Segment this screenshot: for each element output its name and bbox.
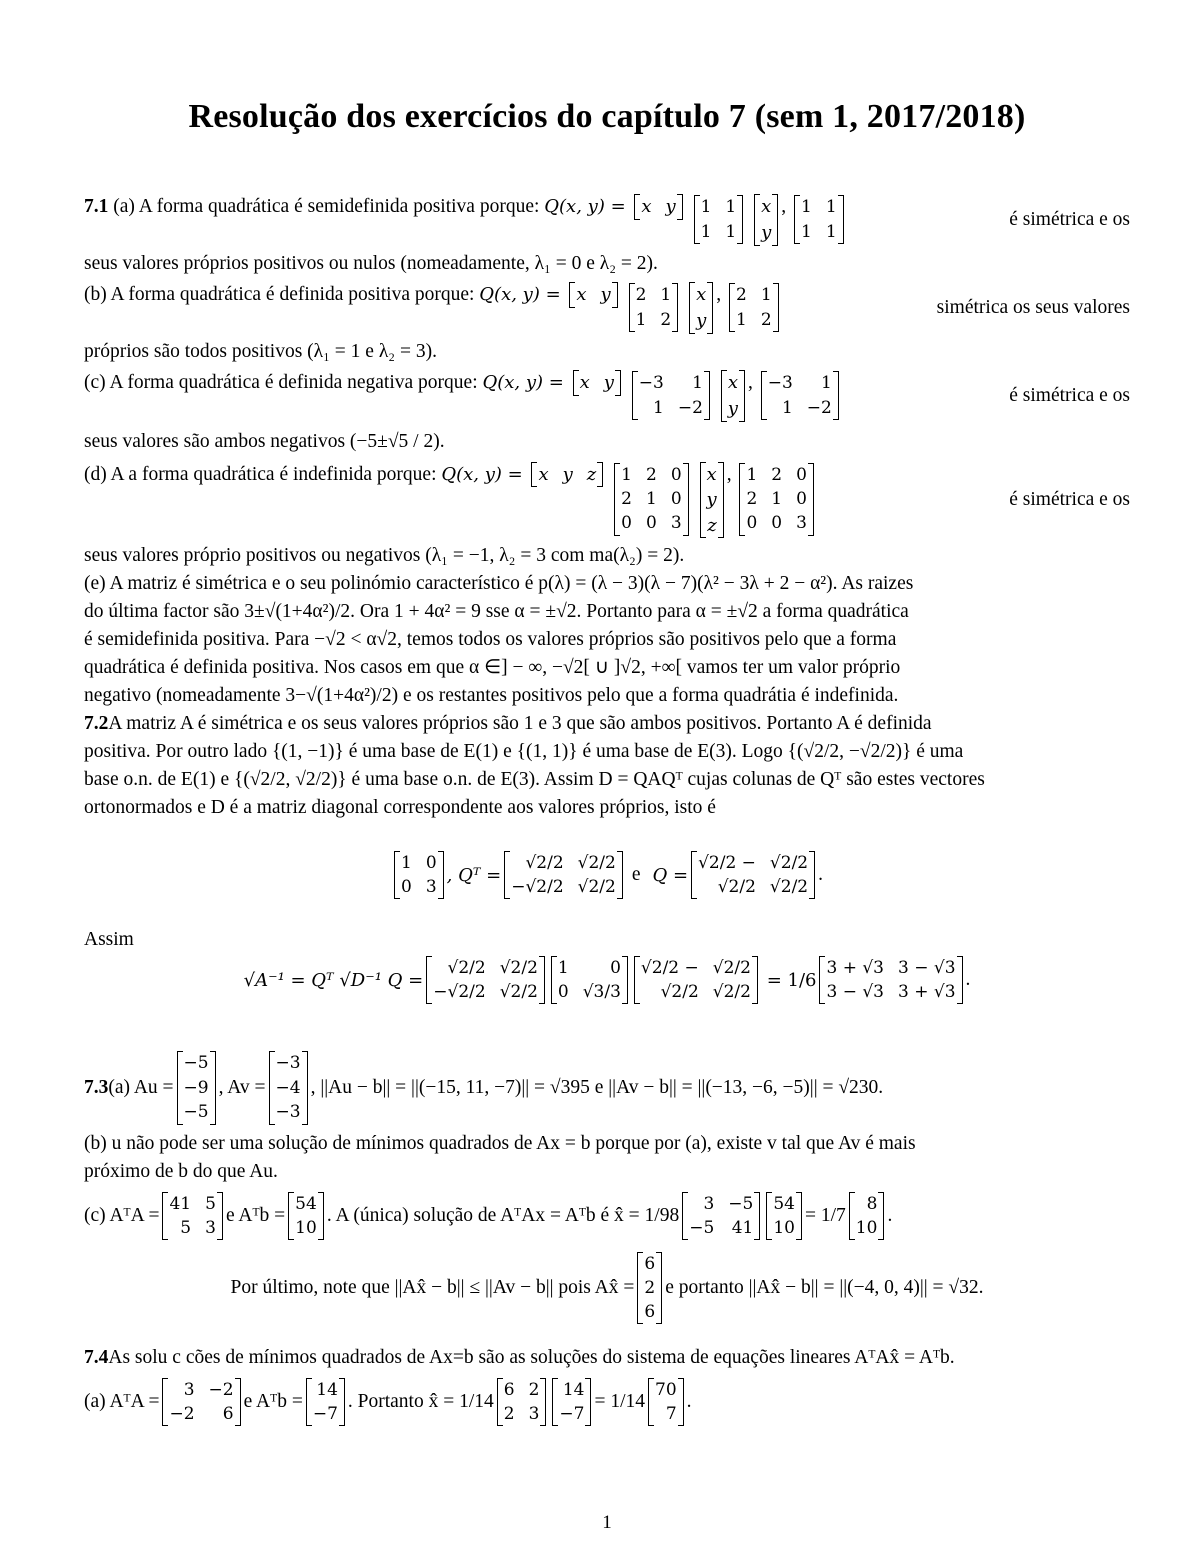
ex71-number: 7.1 [84, 196, 109, 218]
ex74-a-e: e Aᵀb = [243, 1391, 303, 1413]
ex73-b-line1: (b) u não pode ser uma solução de mínimos quadrados de Ax = b porque por (a), existe v tal que Av é mais [84, 1133, 916, 1155]
ex71-c-q: Q(x, y) = [482, 372, 570, 394]
ex71-d-text: (d) A a forma quadrática é indefinida porque: [84, 463, 442, 485]
vector-atb-74-2: 14 −7 [552, 1378, 591, 1427]
matrix-qt-2: √2/2 √2/2 −√2/2 √2/2 [426, 956, 545, 1004]
matrix-a-2: 1 1 1 1 [794, 195, 844, 244]
ex71-c-tail: é simétrica e os [1009, 385, 1130, 407]
ex71-d-q: Q(x, y) = [441, 463, 529, 485]
page-title: Resolução dos exercícios do capítulo 7 (sem 1, 2017/2018) [188, 98, 1026, 135]
vector-atb-2: 54 10 [766, 1192, 802, 1241]
ex74-a-mid: . Portanto x̂ = 1/14 [347, 1391, 494, 1413]
row-vector-xy-b: x y [569, 282, 617, 308]
ex71-d-line1: (d) A a forma quadrática é indefinida porque: Q(x, y) = x y z 1 2 0 2 1 0 0 0 3 x y z , 1 2 0 2 1 0 0 0 3 é simétrica e os [84, 458, 1130, 542]
ex72-line1-text: A matriz A é simétrica e os seus valores próprios são 1 e 3 que são ambos positivos. Portanto A é definida [108, 713, 932, 735]
matrix-qt: √2/2 √2/2 −√2/2 √2/2 [504, 851, 623, 899]
ex71-a-tail: é simétrica e os [1009, 209, 1130, 231]
ex73-last-line [84, 1246, 1130, 1330]
ex71-b-line1: (b) A forma quadrática é definida positiva porque: Q(x, y) = x y 2 1 1 2 x y , 2 1 1 2 simétrica os seus valores [84, 278, 1130, 338]
ex72-eq-qt: , Qᵀ = [446, 864, 502, 886]
ex72-line4: ortonormados e D é a matriz diagonal correspondente aos valores próprios, isto é [84, 797, 716, 819]
row-vector-xy: x y [634, 194, 682, 220]
ex73-number: 7.3 [84, 1077, 109, 1099]
ex73-c-line: (c) AᵀA = 41 5 5 3 e Aᵀb = 54 10 . A (única) solução de AᵀAx = Aᵀb é x̂ = 1/98 3 −5 −5 41 54 10 = 1/7 8 10 . [84, 1186, 1130, 1246]
matrix-c-2: −3 1 1 −2 [761, 371, 839, 420]
matrix-ata: 41 5 5 3 [162, 1192, 222, 1241]
ex72-line1 [84, 710, 1130, 738]
ex72-eq-e: e [631, 864, 641, 885]
ex72-eq1: 1 0 0 3 , Qᵀ = √2/2 √2/2 −√2/2 √2/2 e Q = √2/2 − √2/2 √2/2 √2/2 . [84, 830, 1130, 920]
col-vector-xy: x y [754, 194, 778, 245]
ex73-a-pre: (a) Au = [108, 1077, 174, 1099]
exercise-7-1 [84, 190, 1130, 710]
ex74-number: 7.4 [84, 1347, 109, 1369]
ex72-eq2-lhs: √A⁻¹ = Qᵀ √D⁻¹ Q = [243, 969, 424, 991]
ex72-number: 7.2 [84, 713, 109, 735]
ex72-eq2: √A⁻¹ = Qᵀ √D⁻¹ Q = √2/2 √2/2 −√2/2 √2/2 1 0 0 √3/3 √2/2 − √2/2 √2/2 √2/2 = 1/6 3 + √3 3 − √3 3 − √3 3 + √3 . [243, 958, 971, 1002]
ex71-b-text: (b) A forma quadrática é definida positiva porque: [84, 284, 480, 306]
ex73-b-line2: próximo de b do que Au. [84, 1161, 278, 1183]
ex71-e-line2: do última factor são 3±√(1+4α²)/2. Ora 1 + 4α² = 9 sse α = ±√2. Portanto para α = ±√2 a forma quadrática [84, 601, 909, 623]
ex71-a-line1: 7.1 (a) A forma quadrática é semidefinida positiva porque: Q(x, y) = x y 1 1 1 1 x y , 1 1 1 1 é simétrica e os [84, 190, 1130, 250]
ex72-line2: positiva. Por outro lado {(1, −1)} é uma base de E(1) e {(1, 1)} é uma base de E(3). Logo {(√2/2, −√2/2)} é uma [84, 741, 964, 763]
ex73-c-eq: = 1/7 [805, 1205, 846, 1227]
ex71-e-line4: quadrática é definida positiva. Nos casos em que α ∈] − ∞, −√2[ ∪ ]√2, +∞[ vamos ter um valor próprio [84, 657, 901, 679]
row-vector-xyz: x y z [531, 462, 603, 488]
ex73-a-line [84, 1046, 1130, 1130]
ex71-c-line1: (c) A forma quadrática é definida negativa porque: Q(x, y) = x y −3 1 1 −2 x y , −3 1 1 −2 é simétrica e os [84, 366, 1130, 426]
ex71-b-line2: próprios são todos positivos (λ₁ = 1 e λ₂ = 3). [84, 341, 437, 363]
matrix-a: 1 1 1 1 [694, 195, 744, 244]
row-vector-xy-c: x y [573, 370, 621, 396]
page-number: 1 [602, 1512, 612, 1533]
col-vector-xy-b: x y [689, 282, 713, 333]
ex74-a-eq: = 1/14 [594, 1391, 646, 1413]
ex72-assim: Assim [84, 929, 134, 951]
ex72-eq-q: Q = [652, 864, 689, 886]
exercise-7-3 [84, 1046, 1130, 1330]
ex71-d-tail: é simétrica e os [1009, 489, 1130, 511]
vector-axhat: 6 2 6 [637, 1252, 662, 1324]
ex72-line3: base o.n. de E(1) e {(√2/2, √2/2)} é uma base o.n. de E(3). Assim D = QAQᵀ cujas colunas de Qᵀ são estes vectores [84, 769, 985, 791]
matrix-c: −3 1 1 −2 [632, 371, 710, 420]
ex73-c-pre: (c) AᵀA = [84, 1205, 160, 1227]
matrix-d-2: 1 2 0 2 1 0 0 0 3 [739, 463, 813, 536]
vector-av: −3 −4 −3 [269, 1051, 308, 1124]
matrix-adj-74: 6 2 2 3 [497, 1378, 547, 1427]
matrix-d: 1 2 0 2 1 0 0 0 3 [614, 463, 688, 536]
ex71-a-q: Q(x, y) = [544, 196, 632, 218]
exercise-7-4 [84, 1344, 1130, 1432]
ex71-c-line2: seus valores são ambos negativos (−5±√5 / 2). [84, 431, 445, 453]
vector-xhat: 8 10 [849, 1192, 885, 1241]
ex71-b-q: Q(x, y) = [479, 284, 567, 306]
ex71-b-tail: simétrica os seus valores [936, 297, 1130, 319]
ex71-d-line2: seus valores próprio positivos ou negativos (λ₁ = −1, λ₂ = 3 com ma(λ₂) = 2). [84, 545, 685, 567]
document-page [84, 0, 1130, 1553]
ex71-e-line3: é semidefinida positiva. Para −√2 < α√2, temos todos os valores próprios são positivos pelo que a forma [84, 629, 897, 651]
vector-atb-74: 14 −7 [306, 1378, 345, 1427]
ex71-a-line2: seus valores próprios positivos ou nulos (nomeadamente, λ₁ = 0 e λ₂ = 2). [84, 253, 658, 275]
matrix-b-2: 2 1 1 2 [729, 283, 779, 332]
ex72-eq2-frac: 1/6 [787, 969, 817, 991]
exercise-7-2 [84, 710, 1130, 1020]
col-vector-xy-c: x y [721, 370, 745, 421]
matrix-dinv-sqrt: 1 0 0 √3/3 [551, 956, 628, 1004]
matrix-b: 2 1 1 2 [629, 283, 679, 332]
matrix-q: √2/2 − √2/2 √2/2 √2/2 [691, 851, 815, 899]
ex73-last-tail: e portanto ||Ax̂ − b|| = ||(−4, 0, 4)|| = √32. [665, 1277, 984, 1298]
ex74-a-pre: (a) AᵀA = [84, 1391, 160, 1413]
ex71-e-line1: (e) A matriz é simétrica e o seu polinómio característico é p(λ) = (λ − 3)(λ − 7)(λ² − 3λ + 2 − α²). As raizes [84, 573, 914, 595]
ex71-a-text: (a) A forma quadrática é semidefinida positiva porque: [113, 196, 545, 218]
vector-atb: 54 10 [288, 1192, 324, 1241]
col-vector-xyz: x y z [700, 462, 724, 539]
matrix-q-2: √2/2 − √2/2 √2/2 √2/2 [634, 956, 758, 1004]
ex74-a-line: (a) AᵀA = 3 −2 −2 6 e Aᵀb = 14 −7 . Portanto x̂ = 1/14 6 2 2 3 14 −7 = 1/14 70 7 . [84, 1372, 1130, 1432]
ex73-c-e: e Aᵀb = [225, 1205, 286, 1227]
ex74-line1 [84, 1344, 1130, 1372]
ex71-c-text: (c) A forma quadrática é definida negativa porque: [84, 372, 483, 394]
vector-au: −5 −9 −5 [177, 1051, 216, 1124]
matrix-ata-adj: 3 −5 −5 41 [682, 1192, 760, 1241]
ex73-a-tail: , ||Au − b|| = ||(−15, 11, −7)|| = √395 e ||Av − b|| = ||(−13, −6, −5)|| = √230. [310, 1077, 884, 1099]
ex73-last-pre: Por último, note que ||Ax̂ − b|| ≤ ||Av − b|| pois Ax̂ = [230, 1277, 635, 1298]
ex71-e-line5: negativo (nomeadamente 3−√(1+4α²)/2) e os restantes positivos pelo que a forma quadrátia é indefinida. [84, 685, 899, 707]
ex73-c-mid: . A (única) solução de AᵀAx = Aᵀb é x̂ = 1/98 [326, 1205, 680, 1227]
ex73-a-mid: , Av = [218, 1077, 266, 1099]
matrix-diag: 1 0 0 3 [394, 851, 444, 899]
matrix-ata-74: 3 −2 −2 6 [162, 1378, 240, 1427]
matrix-result: 3 + √3 3 − √3 3 − √3 3 + √3 [819, 956, 962, 1004]
ex74-line1-text: As solu c cões de mínimos quadrados de Ax=b são as soluções do sistema de equações lineares AᵀAx̂ = Aᵀb. [108, 1347, 955, 1369]
vector-xhat-74: 70 7 [648, 1378, 684, 1427]
